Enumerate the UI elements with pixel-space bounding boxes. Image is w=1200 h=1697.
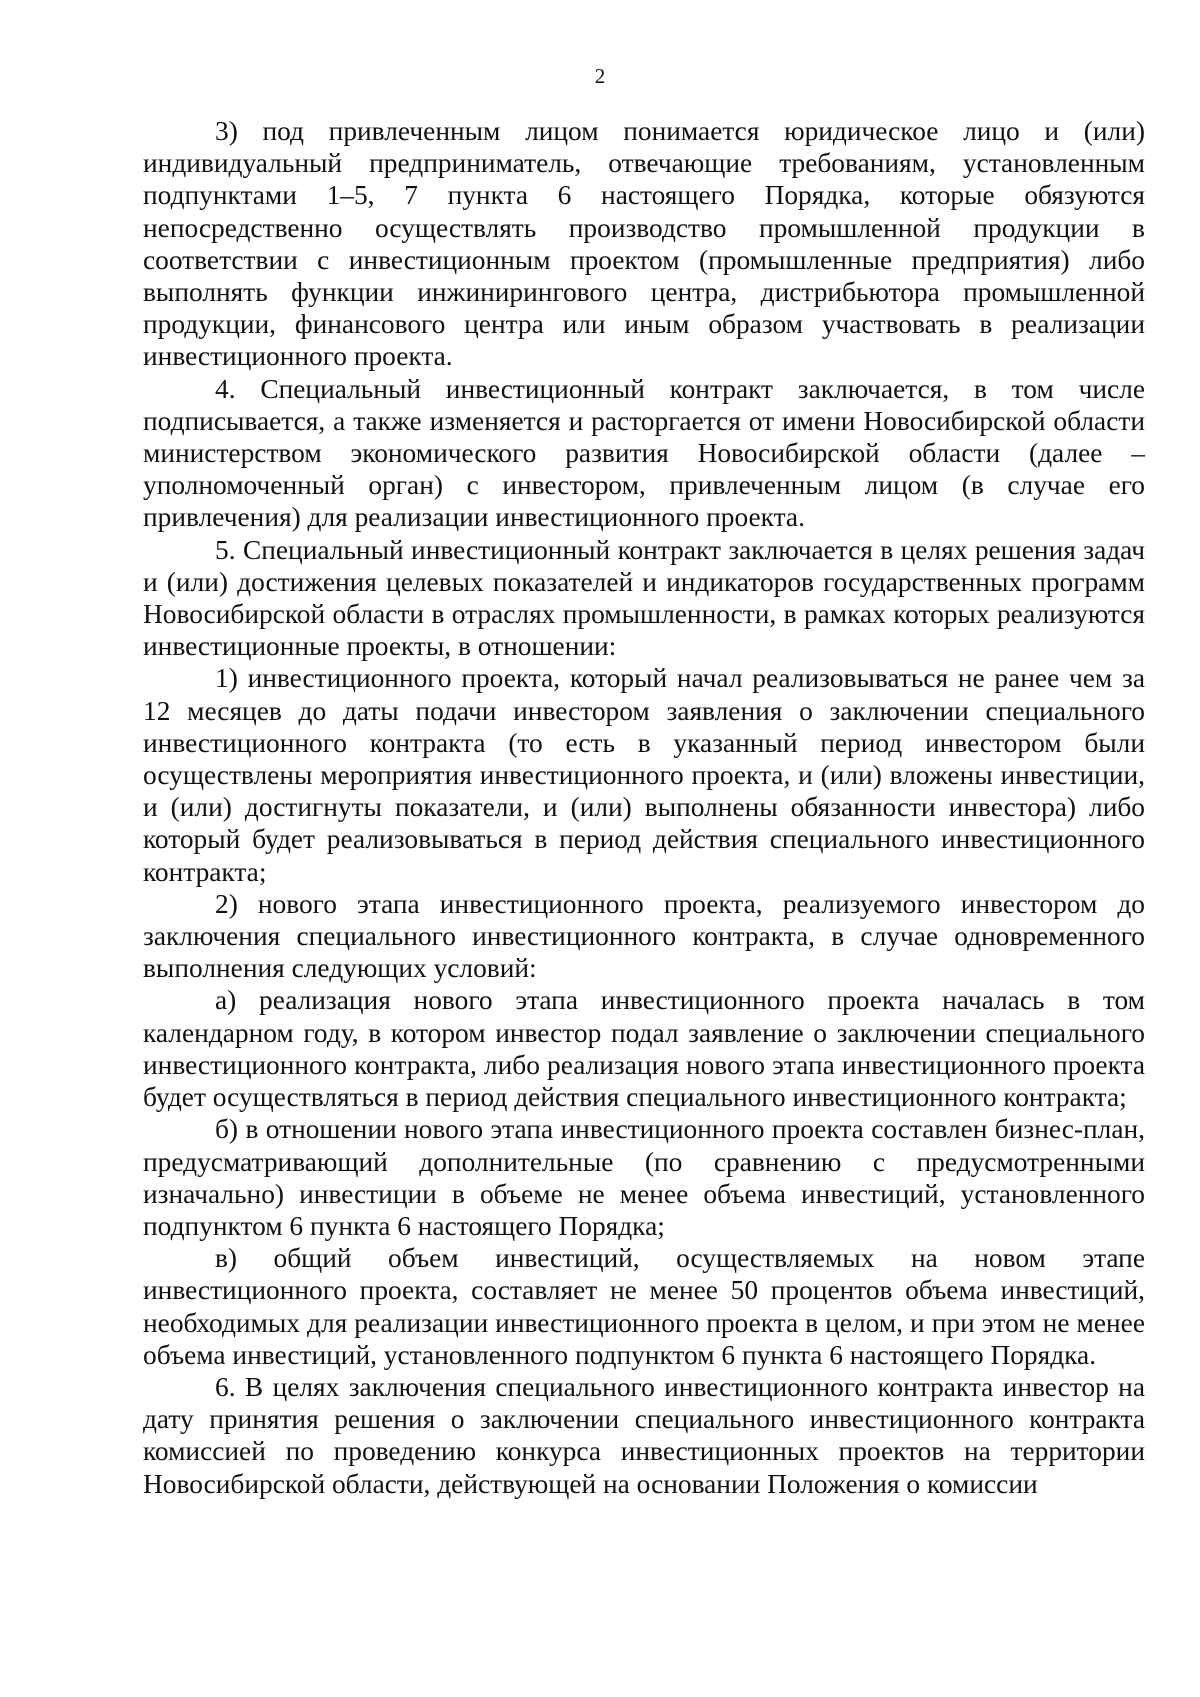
- paragraph-clause-4: 4. Специальный инвестиционный контракт заключается, в том числе подписывается, а также изменяется и расторгается от имени Новосибирской области министерством экономического развития Новосибирской области (далее – уполномоченный орган) с инвестором, привлеченным лицом (в случае его привлечения) для реализации инвестиционного проекта.: [143, 373, 1145, 533]
- paragraph-subitem-1: 1) инвестиционного проекта, который начал реализовываться не ранее чем за 12 месяцев до даты подачи инвестором заявления о заключении специального инвестиционного контракта (то есть в указанный период инвестором были осуществлены мероприятия инвестиционного проекта, и (или) вложены инвестиции, и (или) достигнуты показатели, и (или) выполнены обязанности инвестора) либо который будет реализовываться в период действия специального инвестиционного контракта;: [143, 663, 1145, 887]
- paragraph-subitem-b: б) в отношении нового этапа инвестиционного проекта составлен бизнес-план, предусматривающий дополнительные (по сравнению с предусмотренными изначально) инвестиции в объеме не менее объема инвестиций, установленного подпунктом 6 пункта 6 настоящего Порядка;: [143, 1114, 1145, 1241]
- paragraph-subitem-2: 2) нового этапа инвестиционного проекта, реализуемого инвестором до заключения специального инвестиционного контракта, в случае одновременного выполнения следующих условий:: [143, 888, 1145, 984]
- page-number: 2: [594, 64, 606, 88]
- paragraph-clause-6: 6. В целях заключения специального инвестиционного контракта инвестор на дату принятия решения о заключении специального инвестиционного контракта комиссией по проведению конкурса инвестиционных проектов на территории Новосибирской области, действующей на основании Положения о комиссии: [143, 1371, 1145, 1499]
- paragraph-clause-5: 5. Специальный инвестиционный контракт заключается в целях решения задач и (или) достижения целевых показателей и индикаторов государственных программ Новосибирской области в отраслях промышленности, в рамках которых реализуются инвестиционные проекты, в отношении:: [143, 534, 1145, 662]
- paragraph-subitem-v: в) общий объем инвестиций, осуществляемых на новом этапе инвестиционного проекта, составляет не менее 50 процентов объема инвестиций, необходимых для реализации инвестиционного проекта в целом, и при этом не менее объема инвестиций, установленного подпунктом 6 пункта 6 настоящего Порядка.: [143, 1243, 1145, 1370]
- document-body: [143, 115, 1145, 1500]
- paragraph-item-3: 3) под привлеченным лицом понимается юридическое лицо и (или) индивидуальный предприниматель, отвечающие требованиям, установленным подпунктами 1–5, 7 пункта 6 настоящего Порядка, которые обязуются непосредственно осуществлять производство промышленной продукции в соответствии с инвестиционным проектом (промышленные предприятия) либо выполнять функции инжинирингового центра, дистрибьютора промышленной продукции, финансового центра или иным образом участвовать в реализации инвестиционного проекта.: [143, 116, 1145, 372]
- paragraph-subitem-a: а) реализация нового этапа инвестиционного проекта началась в том календарном году, в котором инвестор подал заявление о заключении специального инвестиционного контракта, либо реализация нового этапа инвестиционного проекта будет осуществляться в период действия специального инвестиционного контракта;: [143, 985, 1145, 1113]
